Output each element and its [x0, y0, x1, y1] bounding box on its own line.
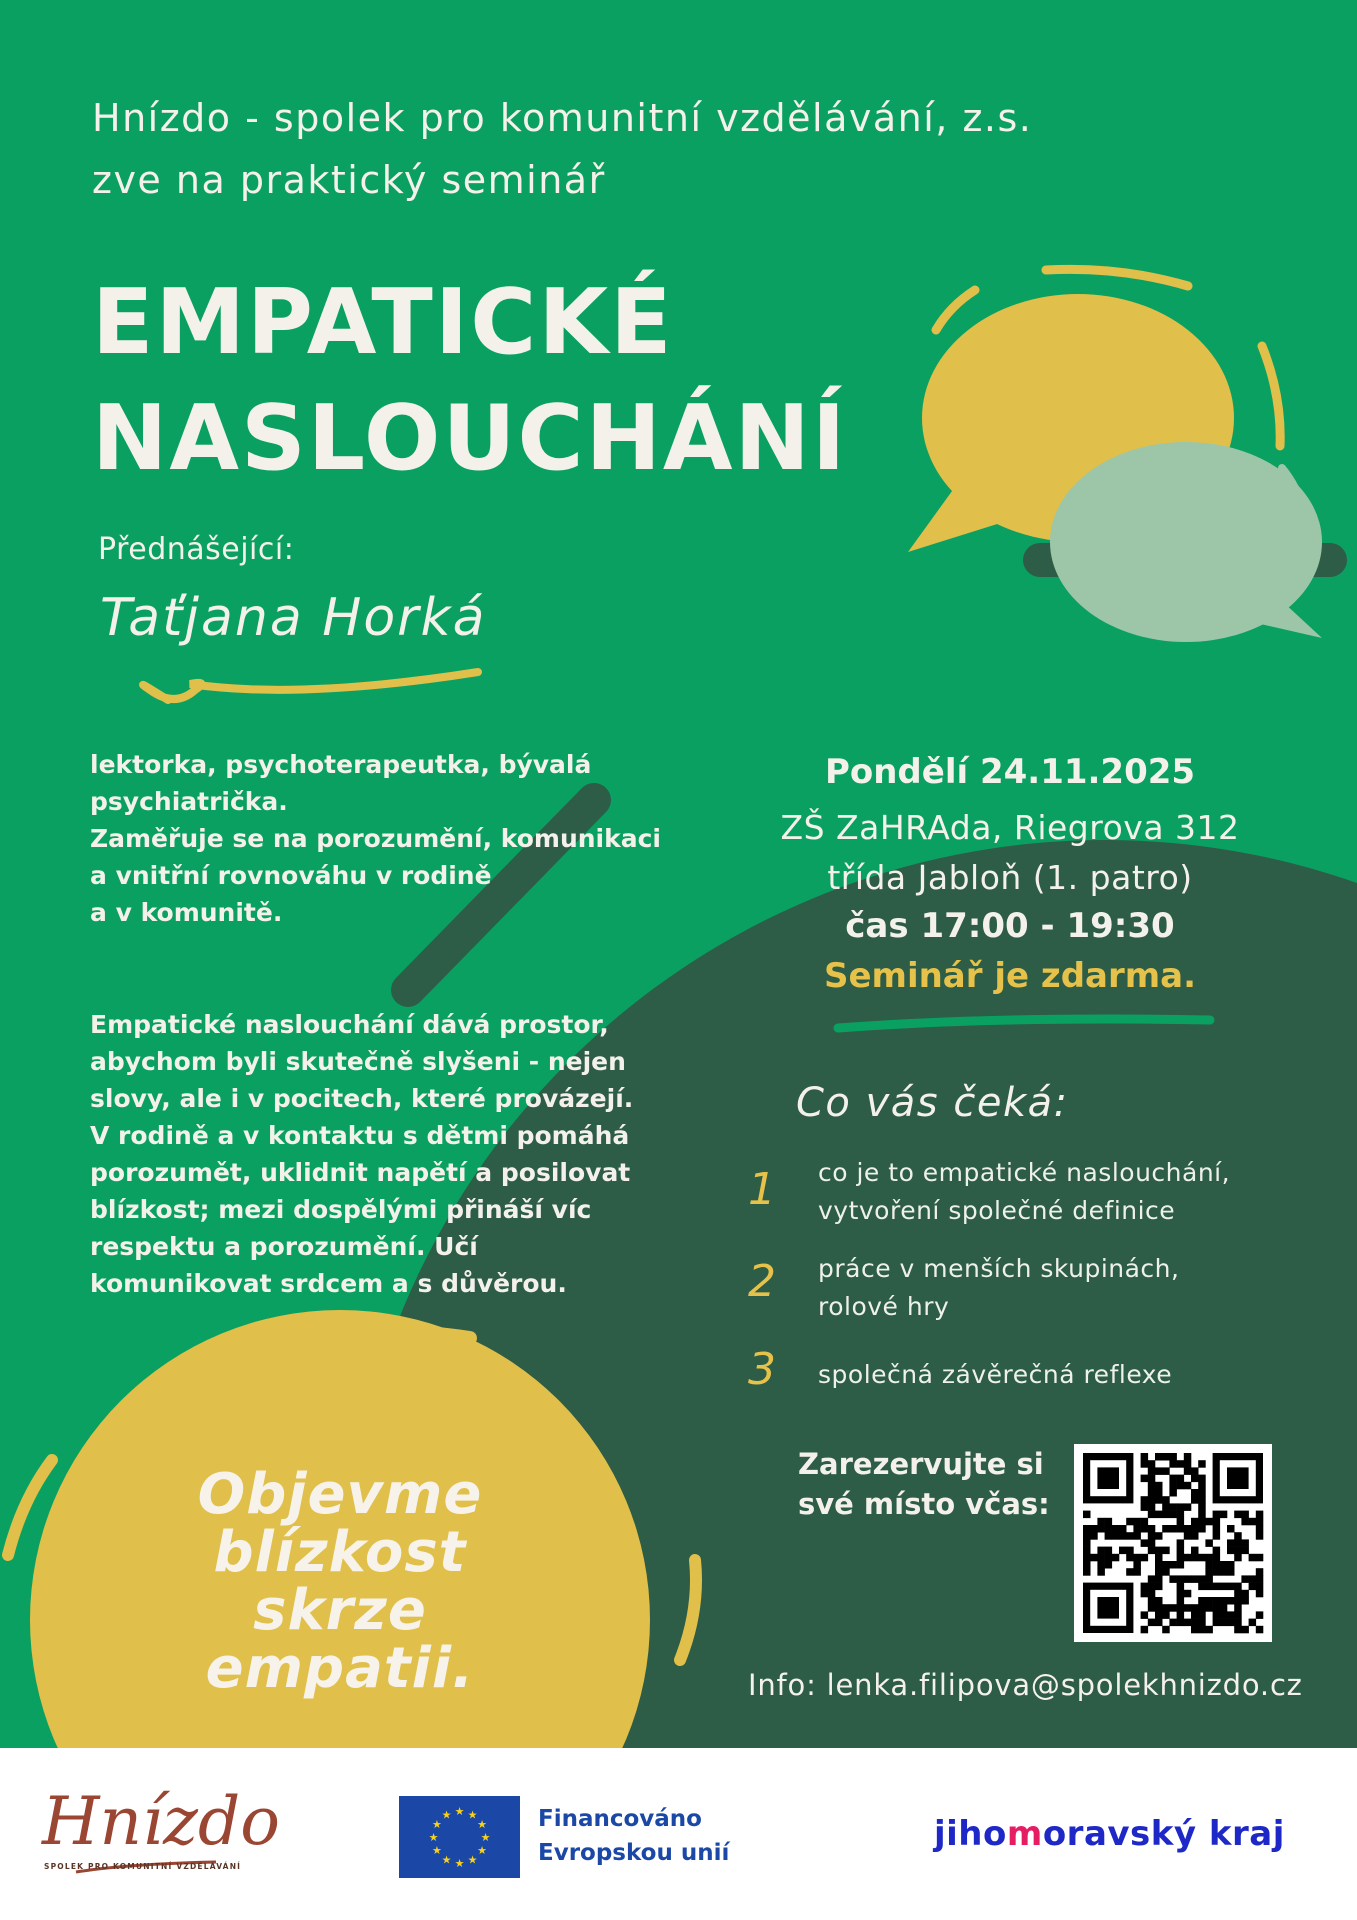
bio-line: a vnitřní rovnováhu v rodině: [90, 861, 492, 890]
event-date: Pondělí 24.11.2025: [824, 752, 1196, 792]
svg-text:★: ★: [454, 1805, 465, 1818]
hnizdo-logo: [36, 1772, 280, 1892]
svg-text:★: ★: [432, 1818, 442, 1831]
agenda-item-line: společná závěrečná reflexe: [818, 1360, 1173, 1389]
reservation-line: Zarezervujte si: [798, 1447, 1044, 1481]
svg-text:★: ★: [467, 1808, 478, 1822]
region-part: oravský kraj: [1042, 1814, 1285, 1854]
svg-text:★: ★: [477, 1844, 487, 1857]
agenda-number: 3: [748, 1344, 776, 1395]
expect-heading: Co vás čeká:: [796, 1080, 1069, 1126]
bio-line: psychiatrička.: [90, 787, 288, 816]
seminar-description: [90, 1006, 690, 1302]
region-part: jiho: [934, 1814, 1007, 1854]
speaker-underline: [143, 672, 478, 700]
slogan-line: empatii.: [205, 1636, 475, 1701]
event-time: čas 17:00 - 19:30: [845, 906, 1175, 946]
reservation-text: [798, 1444, 1050, 1524]
agenda-item: [818, 1154, 1258, 1230]
description-line: respektu a porozumění. Učí: [90, 1232, 478, 1261]
qr-code-icon[interactable]: [1074, 1444, 1272, 1642]
event-room: třída Jabloň (1. patro): [827, 858, 1193, 897]
agenda-item-line: rolové hry: [818, 1292, 950, 1321]
reservation-line: své místo včas:: [798, 1487, 1050, 1521]
contact-info[interactable]: Info: lenka.filipova@spolekhnizdo.cz: [748, 1668, 1303, 1702]
agenda-item-line: práce v menších skupinách,: [818, 1254, 1180, 1283]
hnizdo-logo-graphic: [36, 1772, 280, 1892]
event-location: ZŠ ZaHRAda, Riegrova 312: [780, 808, 1240, 847]
svg-text:★: ★: [480, 1831, 491, 1844]
organizer-line: Hnízdo - spolek pro komunitní vzdělávání, z.s.: [92, 96, 1033, 140]
svg-text:★: ★: [441, 1853, 452, 1867]
slogan-line: Objevme: [197, 1462, 483, 1527]
slogan-line: skrze: [253, 1578, 427, 1643]
invite-line: zve na praktický seminář: [92, 158, 606, 202]
description-line: slovy, ale i v pocitech, které provázejí.: [90, 1084, 634, 1113]
svg-text:★: ★: [432, 1844, 442, 1857]
agenda-number: 2: [748, 1256, 776, 1307]
agenda-item: [818, 1250, 1258, 1326]
title-line-2: NASLOUCHÁNÍ: [92, 386, 848, 491]
description-line: blízkost; mezi dospělými přináší víc: [90, 1195, 592, 1224]
svg-text:★: ★: [428, 1831, 439, 1844]
bio-line: Zaměřuje se na porozumění, komunikaci: [90, 824, 661, 853]
description-line: V rodině a v kontaktu s dětmi pomáhá: [90, 1121, 630, 1150]
title-line-1: EMPATICKÉ: [92, 270, 674, 375]
eu-line: Evropskou unií: [538, 1840, 730, 1866]
speech-bubble-sage-icon: [1050, 442, 1322, 642]
speaker-name: Taťjana Horká: [100, 588, 487, 648]
bio-line: lektorka, psychoterapeutka, bývalá: [90, 750, 592, 779]
region-accent: m: [1006, 1814, 1043, 1854]
region-logo: [934, 1814, 1285, 1854]
agenda-item-line: co je to empatické naslouchání,: [818, 1158, 1231, 1187]
agenda-number: 1: [748, 1164, 776, 1215]
qr-code-graphic: [1074, 1444, 1272, 1642]
slogan-line: blízkost: [213, 1520, 467, 1585]
description-line: abychom byli skutečně slyšeni - nejen: [90, 1047, 626, 1076]
svg-text:★: ★: [477, 1818, 487, 1831]
svg-text:Hnízdo: Hnízdo: [42, 1783, 280, 1860]
svg-text:★: ★: [467, 1853, 478, 1867]
hnizdo-tagline: SPOLEK PRO KOMUNITNÍ VZDĚLÁVÁNÍ: [44, 1862, 242, 1871]
description-line: komunikovat srdcem a s důvěrou.: [90, 1269, 567, 1298]
agenda-item-line: vytvoření společné definice: [818, 1196, 1176, 1225]
svg-text:★: ★: [441, 1808, 452, 1822]
eu-funding-text: [538, 1802, 729, 1870]
eu-line: Financováno: [538, 1806, 702, 1832]
description-line: Empatické naslouchání dává prostor,: [90, 1010, 609, 1039]
eu-flag-icon: [399, 1796, 520, 1878]
eu-flag-graphic: [399, 1796, 520, 1878]
speaker-label: Přednášející:: [98, 532, 295, 567]
speaker-bio: [90, 746, 690, 931]
agenda-item: [818, 1356, 1258, 1394]
bio-line: a v komunitě.: [90, 898, 283, 927]
svg-text:★: ★: [454, 1857, 465, 1870]
description-line: porozumět, uklidnit napětí a posilovat: [90, 1158, 631, 1187]
event-free-note: Seminář je zdarma.: [823, 956, 1197, 996]
